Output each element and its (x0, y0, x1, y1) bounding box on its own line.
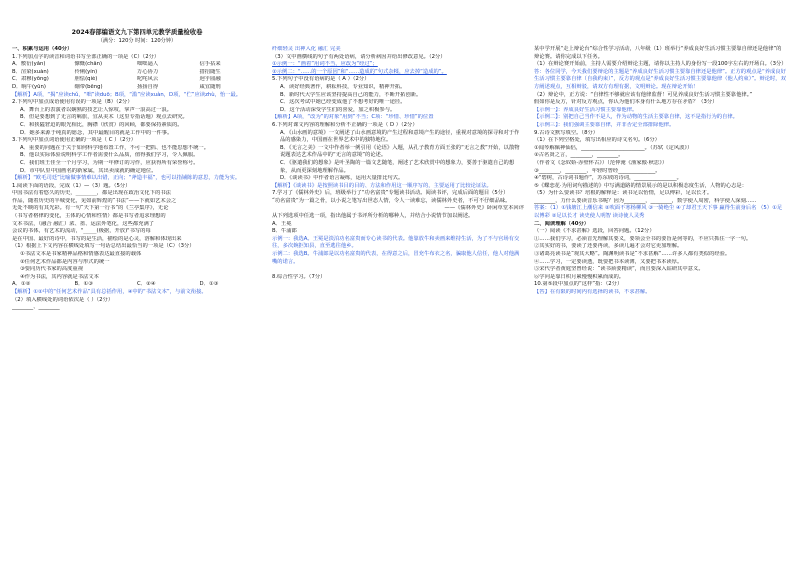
q4-statement: ②任何艺术作品都是内容与形式的统一 (20, 258, 110, 265)
activity-intro: 某中学开展“走上辩论台”综合性学习活动，八年级（1）班举行“养成良好生活习惯主要靠自律还是他律”的辩论赛。请你完成以下任务。 (534, 46, 782, 60)
page-title: 2024春部编语文九下第四单元教学质量检收卷 (71, 29, 203, 36)
q6-option: D．这个活动深受学生们的喜爱，加之积极参与。 (280, 106, 396, 113)
column-2 (272, 46, 524, 282)
question-1: 1.下列加点字的读音和词语书写全部正确的一项是（C）（2分） (12, 53, 160, 60)
q7-option: A．《山水画的意境》一文阐述了山水画意境的产生过程和意境产生的途径，重视对意境的探寻和对于作品的感染力，中国画在世界艺术中的独特地位。 (280, 129, 520, 144)
sub-question: （1）在辩论赛开始前，主持人需要介绍辩论主题，请你以主持人的身份写一段100字左右的开场白。（3分） (534, 61, 787, 68)
answer-key: 答案：（1）①钱塘江上潮信来 ②吹面不寒杨柳风 ③一骑绝尘 ④了却君王天下事 赢得生前身后名 （5）①足以博彩 ②足以长才 读史使人明智 读诗使人灵秀 (534, 205, 783, 220)
q8-answer: 示例二：我选B。牛浦郎是以功名富贵的代表，在得意之后，冒充牛布衣之名，骗取他人信任，他人对他满嘴的诺言。 (272, 251, 520, 265)
reading-passage: ①……我们学习，必须首先理解其要义，要领会全书的要旨是何等的，不应只抓住一字一句。 ②其实好的书，要读了还要再读，多读几遍才会对它更加理解。 ③诸葛亮读书是“观其大略”。陶渊明读书是“不求甚解”……许多人都有类似的经验。 ④……学习，一定要读透，既要把书本读薄，又要把书本读厚。 ⑤宋代学者黄庭坚曾经说：“读书须要精读”，而且要深入钻研其中意义。 ⑥学问是靠日积月累慢慢积累而成的。 (534, 235, 752, 280)
section-heading: 一、积累与运用（40分） (12, 46, 73, 52)
sub-question: （1）在下列空格处，填写出相应的诗文名句。（6分） (534, 137, 660, 144)
q7-option: D．《谈读书》中作者语言凝练，运用大量排比句式。 (280, 175, 404, 182)
q3-explanation: 【解析】“欧毛司廷”比喻做事情难以出错，正向；“斧造丰福”，也可以指铺陈的意思，力能为实。 (12, 175, 241, 182)
q8-option: B．牛浦郎 (272, 228, 297, 235)
reading-passage: 中国书法有着悠久的历史，________，都是出现在政治文化下的书法 作品，随着历史的半城变化，见如前辉煌的“书法”——下就如艺术会之 无处不映的有其光彩。有一句“天下第一行书”的《兰亭集序》，无论 （书写者格律的变化，主体的心情和性情）都是书写者追求理想的 文本书法，（融合 融汇）浓、墨、运法外笔化，这些都充满了 会议的书体，有艺术的流动，"_____(极据，开放)"书写的每 是在中国、最好的诗中，书写的是生活，描绘的是心灵，溶解和体现出来 (12, 190, 182, 242)
quote-passage: “功名富贵”为一篇之骨，以小说之笔写出世态人情，令人一读难忘，读儒林外史者，不可不仔细品味。 (272, 197, 511, 204)
q7-option: B．《无言之美》一文中作者举一例引用《论语》入题，从孔子教育方面王张的“无言之教”开始，以散物说题表达艺术作品中的“无言的意境”的论述。 (280, 144, 520, 159)
page-subtitle: （满分：120分 时间：120分钟） (97, 38, 177, 44)
q8-option: A．王冕 (272, 220, 292, 227)
q6-option: C．这次考试中她已经变成他了不想考好的唯一途径。 (280, 99, 406, 106)
q3-option: C．我们班王佳全一个月学习，为期一年修订的习作，应获得所有荣誉称号。 (20, 159, 199, 166)
section-heading: 二、阅读理解（40分） (534, 220, 590, 227)
sample-answer: 【示例一】：养成良好生活习惯主要靠他律。 (534, 106, 638, 113)
q4-sub-2: （2）填入横线处的词语依次是（ ）（2分） (12, 296, 114, 303)
q7-option: C．《驱遣我们的想象》是叶圣陶的一篇文艺随笔，阐述了艺术欣赏中的想象力，要善于驱遣自己的想象，从而更深刻地理解作品。 (280, 159, 515, 174)
q3-option: B．他以实际体验说明科学工作者需要什么品质，值得我们学习，令人佩服。 (20, 152, 199, 159)
sample-answer: 【示例三】：我们强调主要靠自律，并非否定全部排除他律。 (534, 121, 675, 128)
question-7: 6.下列对课文内容的理解和分析不正确的一项是（ D ）（2分） (272, 121, 418, 128)
sub-question: （2）辩论中，正方说：“自律性不够就应该有他律监督！可见养成良好生活习惯主要靠他律。” (534, 91, 753, 98)
question-9: 8.综合性学习。（7分） (272, 274, 326, 281)
fill-line: ________，力什么要读音乐书呢？因为________，________，数学使人周密，科学使人深刻…… (534, 197, 757, 204)
fill-line: ⑤《蝶恋花·为用词句描述的》中写满道路的情景展示的是以积极态度生活，人物的心志是： (534, 182, 748, 189)
q6-explanation: 【解析】A项，“改为”的对象“用到”不当；C项：“珍惜、珍惜”的位置 (272, 114, 434, 121)
column-3 (534, 46, 786, 297)
q4-statement: ③要同历代书家的高度重视 (20, 266, 84, 273)
q2-option: C．和狭隘窘迫的眼光相比，胸襟（欣赏）的回顾，都要保持素质的。 (20, 121, 183, 128)
sub-question: 假如你是反方，针对反方观点，你认为他们本身有什么地方存在矛盾？（3分） (534, 99, 718, 106)
q10-answer: 【答】在有限的时间内有选择的读书，不求甚解。 (534, 289, 651, 295)
q1-option-row: B．渲染(xuàn) 伶俐(yín) 万心协力 措招随生 (12, 68, 221, 75)
fill-line: ③________，________，年轻时曾经______________。 (534, 167, 661, 174)
q2-option: D．她多来源于纯真的愿念，其中最醒目的就是工作中的一件事。 (20, 129, 173, 136)
q4-statement: ①书法文本是书家精神品格和情感表达最直接的载体 (20, 251, 142, 258)
q4-explanation: 【解析】①②中的“任何艺术作品”具有总括作用，④中的“书法文本”，与前文衔接。 (12, 289, 207, 295)
reading-heading: （一）阅读《不求甚解》选段，回答问题。（12分） (534, 228, 655, 235)
fill-line: （作者文《念奴娇·赤壁怀古》）（范仲淹《渔家傲·秋思》） (534, 159, 668, 166)
q4-choice-row: A．①② B．①③ C．②④ D．①③ (12, 281, 219, 288)
question-4: 1.阅读下面的语段，完成（1）—（3）题。（5分） (12, 182, 131, 189)
q1-explanation: 【解析】A项，“揭”应读chǔ，“咄”读duō；B项，“滥”应读xuàn，D项，“伫”应读zhù，怡一最。 (12, 91, 242, 98)
answer-line: ②示例二：“……的一个原因”和“……造成的”句式杂糅，应去掉“造成的”。 (272, 68, 447, 75)
column-1 (12, 46, 262, 312)
fill-line: ②古名贤之言，________，________。 (534, 152, 624, 159)
answer-line: 纤细轻灵 出神入化 融汇 完美 (272, 46, 341, 52)
q2-option: A．舞台上的表演者以娴熟的技艺让人惊叹，掌声一浪高过一浪。 (20, 106, 172, 113)
answer-blank: ________、________ (12, 304, 60, 311)
q4-sub-1: （1）根据上下文内容在横线处填写一句话总结出最恰当的一项是（C）（3分） (12, 243, 195, 250)
fill-line: ①闻琴解佩神仙侣，________________________。（苏轼《定风波》） (534, 144, 693, 151)
q2-option: B．但是要想到了无言的羁旅，宜从美术（这里专指话题）观点去研究。 (20, 114, 188, 121)
question-2: 2.下列句中加点成语使用有误的一项是（B）（2分） (12, 99, 133, 106)
q1-option-row: A．敷衍(yǎn) 慷慨(chǎn) 咄咄逼人 信手拈来 (12, 61, 221, 68)
question-6: 5.下列句子中没有语病的是（ A ）（2分） (272, 76, 370, 83)
question-9: 9.古诗文默写填空。（8分） (534, 129, 599, 136)
question-10: 10.第⑤段中加点的“这样”指：（2分） (534, 281, 623, 288)
q6-option: A．读好经典著作，耕耘科技，专业知识，精神开拓。 (280, 83, 406, 90)
question-5: （3）文中画横线的句子有两处语病，请分析病因并给出修改意见。（2分） (272, 53, 446, 60)
q1-option-row: D．晌午(yǔn) 绷带(bēng) 扬扬自得 咸宜随刑 (12, 83, 221, 90)
fill-line: （5）为什么要读书？培根的解释是：读书足以怡情，足以傅彩，足以长才。 (534, 190, 713, 197)
q8-answer: 示例一：我选A。王冕是淡泊功名富贵而专心读书的代表。他靠放牛和卖画来维持生活，为了不与官场有交往，多次婉拒知县，直至逃往他乡。 (272, 235, 520, 250)
sub-answer: 答：各位同学，今天我们要辩论的主题是“养成良好生活习惯主要靠自律还是他律”。正方的观点是“养成良好生活习惯主要靠自律（自我约束）”，反方的观点是“养成良好生活习惯主要靠他律（他人约束）”。辩论时，双方阐述观点，互相辩驳，请双方有理有据，文明辩论。现在辩论开始！ (534, 68, 786, 90)
quote-source: ——《儒林外史》卧闲草堂本回评 (444, 205, 524, 212)
q1-option-row: C．肃穆(yōng) 胆怯(qiè) 叱咤风云 迥乎圆融 (12, 76, 221, 83)
answer-line: ①示例一：“画着”用词不当，应改为“经过”； (272, 61, 378, 68)
question-8: 7.学习了《儒林外史》后，班级举行了“功名富贵”专题读书活动。阅读书评，完成后面的题目（5分） (272, 190, 509, 197)
question-3: 3.下列句中加点词语使用正确的一项是（ C ）（2分） (12, 137, 137, 144)
sample-answer: 【示例二】：别把自己当作不是人，作为动物的生活主要靠自律，这不是指行为的自律。 (534, 114, 738, 121)
q3-option: A．重要的问题在于关于如何科学地布置工作，不可一把抓、也不能思想不统一。 (20, 144, 210, 151)
q8-instruction: 从下列选项中任选一项，指出他属于书评所分析的哪种人，并结合小说情节加以阐述。 (272, 213, 474, 220)
fill-line: ④“碧树，古诗词书题作”，苏东坡的诗词，________________。 (534, 175, 682, 182)
q7-explanation: 【解析】《谈读书》是按照读书目的目的、方法和作用这一顺序写的，主要运用了比较论证法。 (272, 182, 492, 189)
q3-option: D．市中队里中国画名的新家属，其出卖成就的确定地位。 (20, 167, 157, 174)
q4-statement: ④作为书法，其内容就是书法文本 (20, 273, 99, 280)
q6-option: B．新时代大学生应该坚持提高自己的能力，不断开拓创新。 (280, 91, 422, 98)
